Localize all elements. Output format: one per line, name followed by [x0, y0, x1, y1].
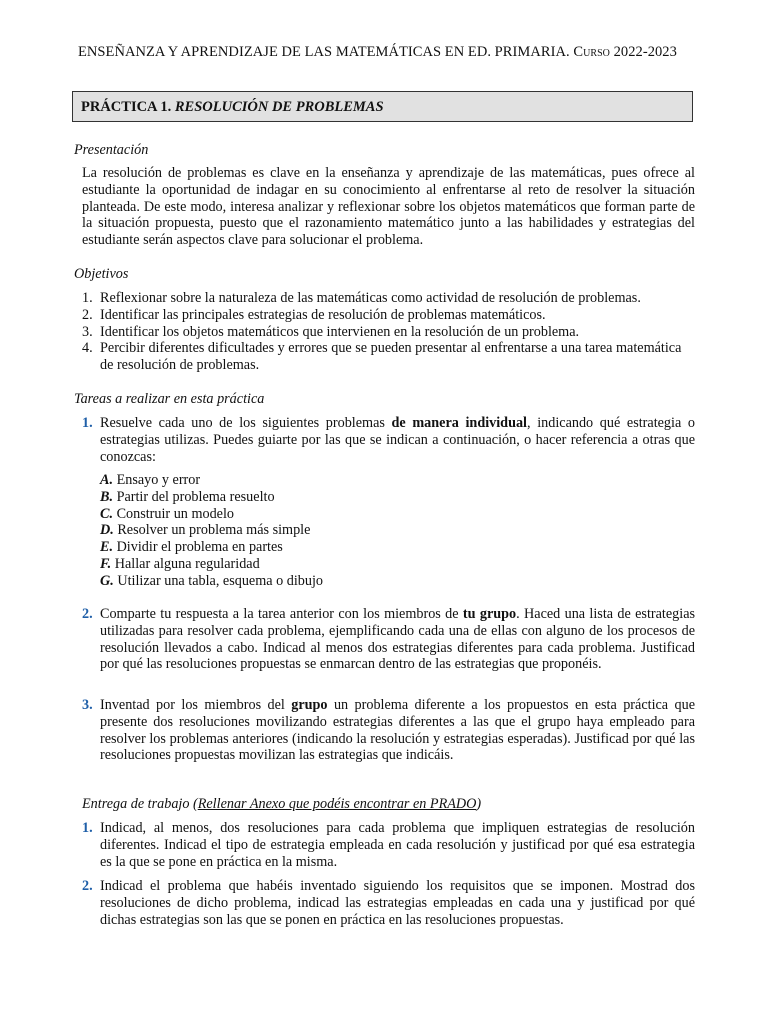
entrega-heading-text: ): [476, 796, 482, 812]
section-heading-tareas: Tareas a realizar en esta práctica: [74, 391, 265, 407]
strategy-letter: E.: [100, 539, 114, 556]
task-text-part: Resuelve cada uno de los siguientes problemas: [100, 415, 392, 431]
header-title: ENSEÑANZA Y APRENDIZAJE DE LAS MATEMÁTICAS EN ED. PRIMARIA.: [78, 44, 570, 60]
strategy-item: [100, 556, 323, 573]
strategy-letter: A.: [100, 472, 114, 488]
task-text-bold: tu grupo: [462, 606, 517, 622]
presentacion-paragraph: La resolución de problemas es clave en la enseñanza y aprendizaje de las matemáticas, pues ofrece al estudiante la oportunidad de indagar en su conocimiento al enfrentarse al reto de resolver la situación planteada. De este modo, interesa analizar y reflexionar sobre los objetos matemáticos que forman parte de la situación propuesta, puesto que el razonamiento matemático junto a las habilidades y estrategias del estudiante serán aspectos clave para solucionar el problema.: [82, 165, 695, 249]
task-text: [100, 415, 695, 465]
task-3: [82, 697, 695, 764]
list-item: [82, 324, 695, 341]
task-number: 3.: [82, 697, 93, 713]
strategy-text: Hallar alguna regularidad: [114, 555, 260, 572]
task-text: [100, 697, 695, 764]
task-text-part: Comparte tu respuesta a la tarea anterior con los miembros de: [100, 606, 463, 622]
task-1: [82, 415, 695, 465]
list-item-text: Reflexionar sobre la naturaleza de las matemáticas como actividad de resolución de problemas.: [100, 290, 641, 306]
entrega-heading-text: Entrega de trabajo (: [82, 796, 198, 812]
entrega-number: 2.: [82, 878, 93, 894]
list-item-number: 3.: [82, 323, 93, 340]
entrega-item-1: [82, 820, 695, 870]
strategy-letter: G.: [100, 572, 114, 589]
strategies-list: [100, 472, 323, 590]
strategy-item: [100, 573, 323, 590]
list-item-text: Percibir diferentes dificultades y errores que se pueden presentar al enfrentarse a una tarea matemática de resolución de problemas.: [100, 340, 682, 374]
practice-number: PRÁCTICA 1.: [81, 99, 172, 115]
practice-subtitle: RESOLUCIÓN DE PROBLEMAS: [174, 99, 384, 115]
strategy-item: [100, 539, 323, 556]
list-item: [82, 307, 695, 324]
section-heading-objetivos: Objetivos: [74, 266, 129, 282]
list-item: [82, 290, 695, 307]
list-item-text: Identificar las principales estrategias de resolución de problemas matemáticos.: [100, 306, 546, 323]
list-item: [82, 340, 695, 374]
task-2: [82, 606, 695, 673]
strategy-item: [100, 522, 323, 539]
strategy-text: Dividir el problema en partes: [116, 539, 283, 556]
strategy-letter: B.: [100, 488, 114, 505]
task-text: [100, 606, 695, 673]
entrega-number: 1.: [82, 820, 93, 836]
list-item-number: 4.: [82, 340, 93, 357]
task-text-part: un problema diferente a los propuestos en esta práctica que presente dos resoluciones movilizando estrategias diferentes a las que el grupo haya empleado para resolver los problemas anteriores (indicando la resolución y estrategias esperadas). Justificad por qué las resoluciones propuestas movilizan las estrategias que indicáis.: [100, 697, 696, 764]
entrega-text: Indicad, al menos, dos resoluciones para cada problema que impliquen estrategias de resolución diferentes. Indicad el tipo de estrategia empleada en cada resolución y justificad por qué esa estrategia es la que se pone en práctica en la misma.: [100, 820, 695, 870]
strategy-letter: F.: [100, 555, 112, 572]
task-text-bold: grupo: [291, 697, 328, 713]
objetivos-list: [82, 290, 695, 374]
strategy-text: Resolver un problema más simple: [117, 522, 311, 539]
strategy-item: [100, 506, 323, 523]
strategy-text: Utilizar una tabla, esquema o dibujo: [117, 572, 324, 589]
strategy-text: Construir un modelo: [116, 505, 234, 522]
strategy-item: [100, 489, 323, 506]
entrega-item-2: [82, 878, 695, 928]
strategy-letter: D.: [100, 522, 114, 539]
page-header: [78, 44, 677, 61]
entrega-text: Indicad el problema que habéis inventado siguiendo los requisitos que se imponen. Mostrad dos resoluciones de dicho problema, indicad las estrategias empleadas en cada una y justificad por qué dichas estrategias son las que se ponen en práctica en las resoluciones propuestas.: [100, 878, 695, 928]
entrega-heading-underlined: Rellenar Anexo que podéis encontrar en PRADO: [197, 796, 477, 812]
section-heading-entrega: [82, 796, 481, 813]
task-number: 1.: [82, 415, 93, 431]
list-item-text: Identificar los objetos matemáticos que intervienen en la resolución de un problema.: [100, 323, 580, 340]
strategy-text: Partir del problema resuelto: [116, 488, 275, 505]
strategy-item: [100, 472, 323, 489]
header-course: Curso 2022-2023: [573, 44, 677, 60]
strategy-letter: C.: [100, 505, 114, 522]
list-item-number: 2.: [82, 306, 93, 323]
task-text-part: , indicando qué estrategia o estrategias utilizas. Puedes guiarte por las que se indican a continuación, o hacer referencia a otras que conozcas:: [100, 415, 695, 465]
task-text-part: Inventad por los miembros del: [100, 697, 292, 713]
practice-title-box: [72, 91, 693, 122]
task-text-bold: de manera individual: [391, 415, 528, 431]
task-number: 2.: [82, 606, 93, 622]
list-item-number: 1.: [82, 290, 93, 306]
task-text-part: . Haced una lista de estrategias utilizadas para resolver cada problema, ejemplificando cada una de ellas con alguno de los procesos de resolución llevados a cabo. Indicad al menos dos estrategias diferentes para cada problema. Justificad por qué las resoluciones propuestas se enmarcan dentro de las estrategias que proponéis.: [100, 606, 696, 673]
section-heading-presentacion: Presentación: [74, 142, 149, 158]
strategy-text: Ensayo y error: [116, 472, 201, 488]
